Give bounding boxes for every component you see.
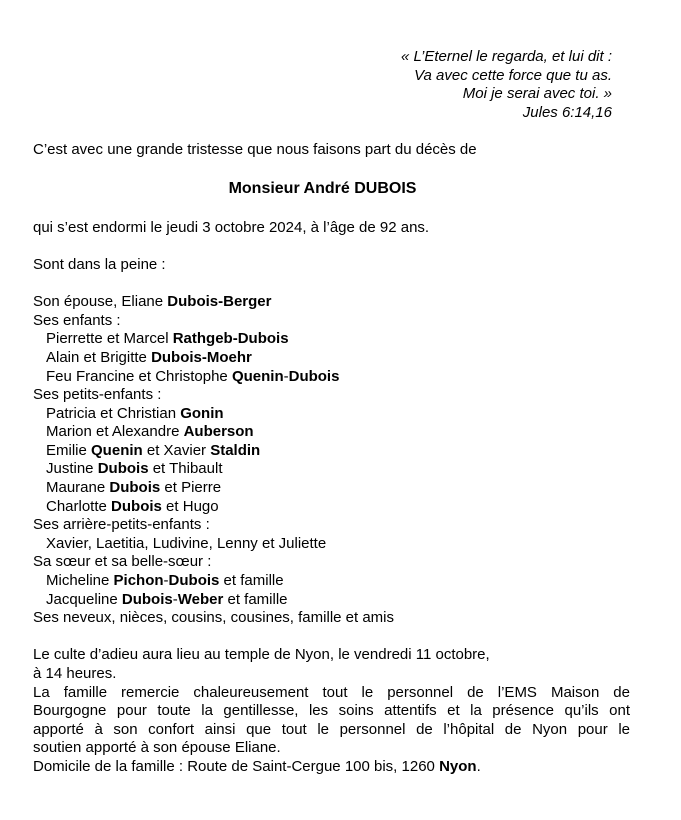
text-segment: Pierrette et Marcel <box>46 330 173 348</box>
family-line <box>33 498 630 517</box>
quote-line: Va avec cette force que tu as. <box>414 66 612 84</box>
quote-line: Moi je serai avec toi. » <box>462 85 612 103</box>
bold-text-segment: Dubois <box>111 497 162 515</box>
quote-reference: Jules 6:14,16 <box>522 103 612 121</box>
text-segment: Sa sœur et sa belle-sœur : <box>33 553 212 571</box>
text-segment: - <box>283 367 289 385</box>
text-segment: Marion et Alexandre <box>46 423 184 441</box>
text-segment: Jacqueline <box>46 590 122 608</box>
bold-text-segment: Staldin <box>210 441 261 459</box>
text-segment: Patricia et Christian <box>46 404 181 422</box>
text-segment: et Thibault <box>148 460 223 478</box>
text-segment: Ses enfants : <box>33 311 121 329</box>
mourning-header: Sont dans la peine : <box>33 255 166 273</box>
text-segment: - <box>163 572 169 590</box>
family-line <box>33 479 630 498</box>
bold-text-segment: Dubois <box>109 479 161 497</box>
family-line <box>33 460 630 479</box>
text-segment: Ses arrière-petits-enfants : <box>33 516 210 534</box>
thanks-line: Bourgogne pour toute la gentillesse, les soins attentifs et la présence qu’ils ont <box>33 702 630 720</box>
bold-text-segment: Dubois <box>168 572 220 590</box>
family-line <box>33 349 630 368</box>
family-line <box>33 516 630 535</box>
bold-text-segment: Auberson <box>183 423 254 441</box>
text-segment: Ses petits-enfants : <box>33 386 162 404</box>
text-segment: . <box>476 757 481 775</box>
bold-text-segment: Quenin <box>91 441 143 459</box>
text-segment: Justine <box>46 460 98 478</box>
text-segment: Feu Francine et Christophe <box>46 367 232 385</box>
family-line <box>33 423 630 442</box>
bold-text-segment: Dubois <box>288 367 340 385</box>
deceased-name: Monsieur André DUBOIS <box>228 180 417 198</box>
family-residence <box>33 758 630 777</box>
ceremony-line: à 14 heures. <box>33 665 117 682</box>
text-segment: Domicile de la famille : Route de Saint-Cergue 100 bis, 1260 <box>33 757 440 775</box>
thanks-line: apporté à son confort ainsi que tout le personnel de l’hôpital de Nyon pour le <box>33 720 630 738</box>
ceremony-line: Le culte d’adieu aura lieu au temple de Nyon, le vendredi 11 octobre, <box>33 646 490 664</box>
bold-text-segment: Nyon <box>439 757 477 775</box>
thanks-line: La famille remercie chaleureusement tout le personnel de l’EMS Maison de <box>33 683 630 701</box>
bold-text-segment: Dubois-Berger <box>167 293 272 311</box>
thanks-paragraph <box>33 684 630 758</box>
scripture-quote <box>33 48 630 122</box>
thanks-line: soutien apporté à son épouse Eliane. <box>33 739 281 757</box>
text-segment: et Xavier <box>142 441 211 459</box>
family-line <box>33 330 630 349</box>
quote-line: « L’Eternel le regarda, et lui dit : <box>401 48 612 65</box>
text-segment: et famille <box>219 572 284 590</box>
text-segment: Son épouse, Eliane <box>33 293 168 311</box>
family-line <box>33 386 630 405</box>
family-line <box>33 591 630 610</box>
death-info: qui s’est endormi le jeudi 3 octobre 2024, à l’âge de 92 ans. <box>33 218 430 236</box>
bold-text-segment: Gonin <box>180 404 224 422</box>
bold-text-segment: Dubois <box>121 590 173 608</box>
bold-text-segment: Rathgeb-Dubois <box>172 330 289 348</box>
text-segment: Charlotte <box>46 497 112 515</box>
bold-text-segment: Pichon <box>113 572 164 590</box>
text-segment: Ses neveux, nièces, cousins, cousines, famille et amis <box>33 609 395 627</box>
family-list <box>33 293 630 628</box>
family-line <box>33 553 630 572</box>
family-line <box>33 405 630 424</box>
family-line <box>33 609 630 628</box>
text-segment: Alain et Brigitte <box>46 348 152 366</box>
family-line <box>33 442 630 461</box>
family-line <box>33 368 630 387</box>
text-segment: Maurane <box>46 479 110 497</box>
family-line <box>33 572 630 591</box>
text-segment: et Pierre <box>160 479 222 497</box>
family-line <box>33 293 630 312</box>
family-line <box>33 535 630 554</box>
bold-text-segment: Weber <box>177 590 224 608</box>
bold-text-segment: Dubois <box>97 460 149 478</box>
text-segment: - <box>172 590 178 608</box>
text-segment: et famille <box>223 590 288 608</box>
announcement-intro: C’est avec une grande tristesse que nous faisons part du décès de <box>33 140 477 158</box>
family-line <box>33 312 630 331</box>
text-segment: Emilie <box>46 441 92 459</box>
text-segment: Xavier, Laetitia, Ludivine, Lenny et Juliette <box>46 534 327 552</box>
bold-text-segment: Dubois-Moehr <box>151 348 252 366</box>
bold-text-segment: Quenin <box>231 367 284 385</box>
text-segment: et Hugo <box>161 497 219 515</box>
ceremony-info <box>33 646 630 683</box>
text-segment: Micheline <box>46 572 114 590</box>
